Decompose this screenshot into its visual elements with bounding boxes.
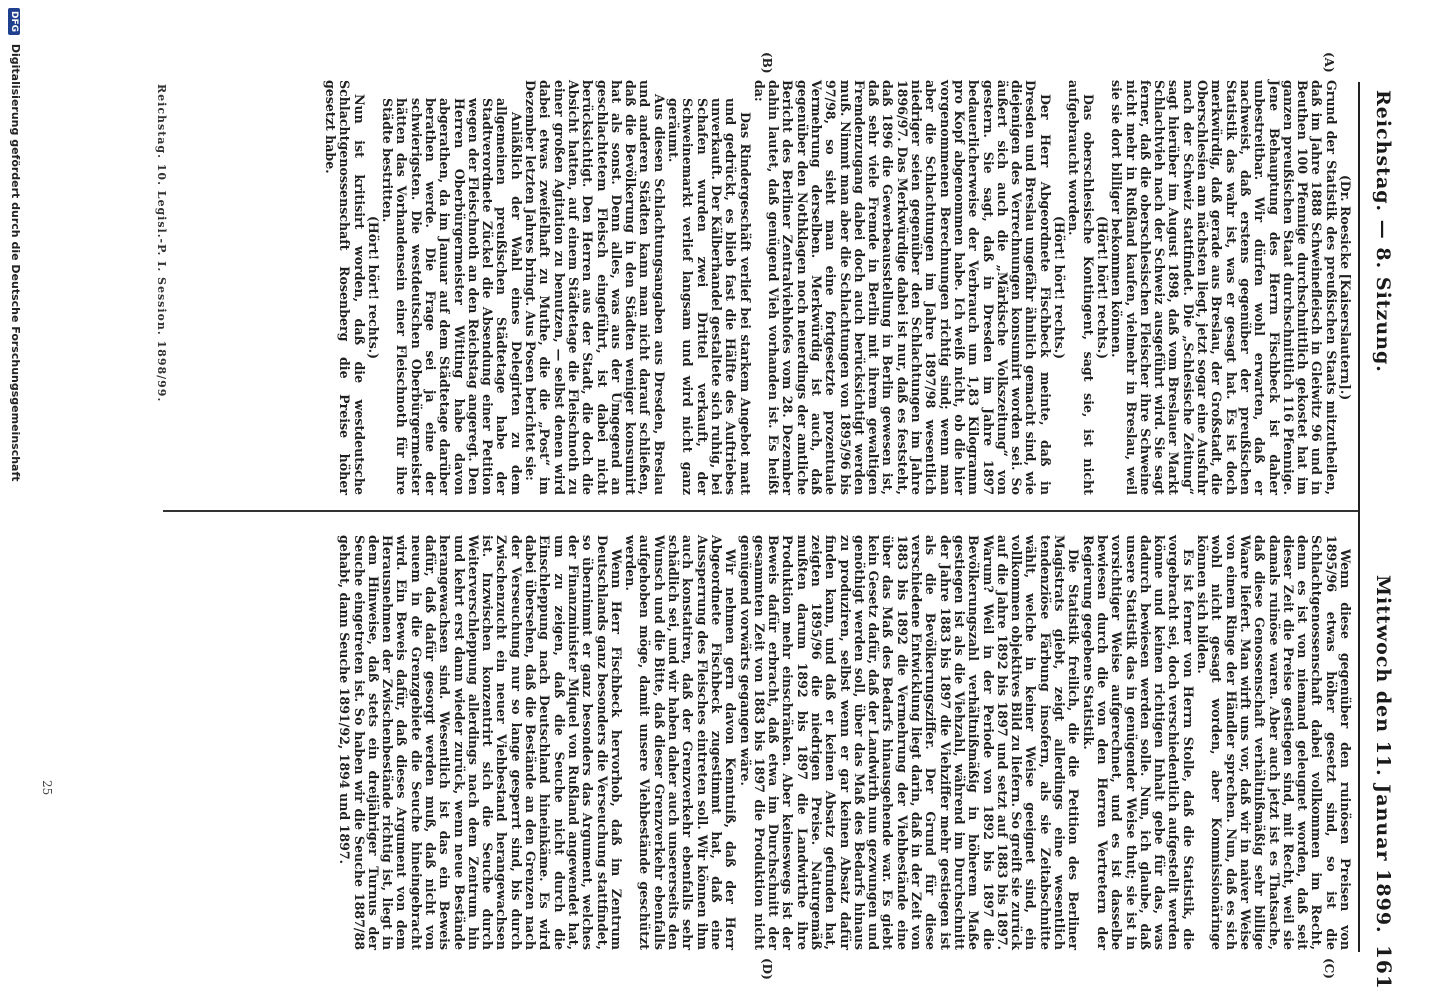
sheet-number: 25 [40,780,54,796]
paragraph: Grund der Statistik des preußischen Staats mitzutheilen, daß im Jahre 1888 Schweinefleisch in Gleiwitz 96 und in Beuthen 100 Pfennige durchschnittlich gekostet hat im ganzen preußischen Staat durchschnittlich 116 Pfennige. Jene Behauptung des Herrn Fischbeck ist daher unbestreitbar. Wir dürfen wohl erwarten, daß er nachweist, daß erstens gegenüber der preußischen Statistik das wahr ist, was er gesagt hat. Es ist doch merkwürdig, daß gerade aus Breslau, der Großstadt, die Oberschlesien am nächsten liegt, jetzt sogar eine Ausfuhr nach der Schweiz stattfindet. Die „Schlesische Zeitung“ sagt hierüber im August 1898, daß vom Breslauer Markt Schlachtvieh nach der Schweiz ausgeführt wird. Sie sagt ferner, daß die oberschlesischen Fleischer ihre Schweine nicht mehr in Rußland kaufen, vielmehr in Breslau, weil sie sie dort billiger bekommen können. [1109,80,1339,495]
speaker-line: (Dr. Roesicke [Kaiserslautern].) [1338,174,1353,401]
paragraph: Wenn Herr Fischbeck hervorhob, daß im Zentrum Deutschlands ganz besonders die Verseuchung stattfindet, so übernimmt er ganz besonders das Argument, welches der Finanzminister Miquel von Rußland angewendet hat, um zu zeigen, daß die Seuche nicht durch die Einschleppung nach Deutschland hineinkäme. Es wird dabei übersehen, daß die Bestände an den Grenzen nach der Verseuchung nur so lange gesperrt sind, bis durch Zwischenzucht ein neuer Viehbestand herangewachsen ist. Inzwischen konzentrirt sich die Seuche durch Weiterverschleppung allerdings nach dem Zentrum hin und kehrt erst dann wieder zurück, wenn neue Bestände herangewachsen sind. Wesentlich ist das ein Beweis dafür, daß dafür gesorgt werden muß, daß nicht von neuem in die Grenzgebiete die Seuche hineingebracht wird. Ein Beweis dafür, daß dieses Argument von dem Herausnehmen der Zwischenbestände richtig ist, liegt in dem Hinweise, daß stets ein dreijähriger Turnus der Seuche eingetreten ist. So haben wir die Seuche 1887/88 gehabt, dann Seuche 1891/92, 1894 und 1897. [337,535,624,950]
interjection: (Hört! hört! rechts.) [365,215,381,360]
margin-mark-d: (D) [760,958,774,980]
journal-footer: Reichstag. 10. Legisl.-P. I. Session. 1898/99. [155,84,168,403]
paragraph: Es ist ferner von Herrn Stolle, daß die Statistik, die vorgebracht sei, doch verschiedentlich aufgestellt werden könne und keinen richtigen Inhalt gebe für das, was dadurch bewiesen werden solle. Nun, ich glaube, daß unsere Statistik das in genügender Weise thut; sie ist in vorsichtiger Weise aufgerechnet, und es ist dasselbe bewiesen durch die von den Herren Vertretern der Regierung gegebene Statistik. [1080,535,1196,950]
dfg-logo: DFG [8,8,20,35]
margin-mark-a: (A) [1322,52,1336,73]
left-column [323,80,1352,495]
quotation: Das Rindergeschäft verlief bei starkem Angebot matt und gedrückt, es blieb fast die Hälfte des Auftriebes unverkauft. Der Kälberhandel gestaltete sich ruhig, bei Schafen wurden zwei Drittel verkauft, der Schweinemarkt verlief langsam und wird nicht ganz geräumt. [666,98,753,495]
page-number: 161 [1372,945,1396,990]
paragraph: Wenn diese gegenüber den ruinösen Preisen von 1895/96 etwas höher gesetzt sind, so ist die Schlachtgenossenschaft dabei vollkommen im Recht, denn es ist von niemand geleugnet worden, daß seit dieser Zeit die Preise gestiegen sind, mit Recht, weil sie damals ruinöse waren. Aber auch jetzt ist es Thatsache, daß diese Genossenschaft verhältnißmäßig sehr billige Waare liefert. Man wirft uns vor, daß wir in naiver Weise von einem Ringe der Händler sprechen. Nun, daß es sich wohl nicht gesagt worden, aber Kommissionäringe können sich bilden. [1195,535,1353,950]
interjection: (Hört! hört! rechts.) [1052,215,1068,360]
paragraph: Nun ist kritisirt worden, daß die westdeutsche Schlachtgenossenschaft Rosenberg die Preise höher gesetzt habe. [322,80,367,495]
header-right: Mittwoch den 11. Januar 1899. [1372,575,1394,934]
paragraph: Aus diesen Schlachtungsangaben aus Dresden, Breslau und anderen Städten kann man nicht darauf schließen, daß die Bevölkerung in den Städten weniger konsumirt hat als sonst. Denn alles, was aus der Umgegend an geschlachtetem Fleisch eingeführt, ist dabei nicht berücksichtigt. Den Herren aus der Stadt, die doch die Absicht hatten, auf einem Städtetage die Fleischnoth zu einer großen Agitation zu benutzen, — selbst denen wird dabei etwas zweifelhaft zu Muthe, die die „Post“ im Dezember letzten Jahres bringt. Aus Posen berichtet sie: [523,80,667,495]
page-header [1360,20,1400,990]
paragraph: Die Statistik freilich, die die Petition des Berliner Magistrats giebt, zeigt allerdings eine wesentlich tendenziöse Färbung insofern, als sie Zeitabschnitte wählt, welche in keiner Weise geeignet sind, ein vollkommen objektives Bild zu liefern. So greift sie zurück auf die Jahre 1892 bis 1897 und setzt auf 1883 bis 1897. Warum? Weil in der Periode von 1892 bis 1897 die Bevölkerungszahl verhältnißmäßig in höherem Maße gestiegen ist als die Viehzahl, während im Durchschnitt der Jahre 1883 bis 1897 die Viehziffer mehr gestiegen ist als die Bevölkerungsziffer. Der Grund für diese verschiedene Entwicklung liegt darin, daß in der Zeit von 1883 bis 1892 die Vermehrung der Viehbestände eine über das Maß des Bedarfs hinausgehende war. Es giebt kein Gesetz dafür, daß der Landwirth nun gezwungen und genöthigt werden soll, über das Maß des Bedarfs hinaus zu produziren, selbst wenn er gar keinen Absatz dafür finden kann, und daß er keinen Absatz gefunden hat, zeigten 1895/96 die niedrigen Preise. Naturgemäß mußten darum 1892 bis 1897 die Landwirthe ihre Produktion mehr einschränken. Aber keineswegs ist der Beweis dafür erbracht, daß etwa im Durchschnitt der gesammten Zeit von 1883 bis 1897 die Produktion nicht genügend vorwärts gegangen wäre. [737,535,1082,950]
paragraph: Der Herr Abgeordnete Fischbeck meinte, daß in Dresden und Breslau ungefähr ähnlich gemacht sind, wie diejenigen des Verrechnungen konsumirt worden sei. So äußert sich auch die „Märkische Volkszeitung“ von gestern. Sie sagt, daß in Dresden im Jahre 1897 bedauerlicherweise der Verbrauch um 1,83 Kilogramm pro Kopf abgenommen habe. Ich weiß nicht, ob die hier vorgenommenen Berechnungen richtig sind; wenn man aber die Schlachtungen im Jahre 1897/98 wesentlich niedriger seien gegenüber den Schlachtungen im Jahre 1896/97. Das Merkwürdige dabei ist nur, daß es feststeht, daß 1896 die Gewerbeausstellung in Berlin gewesen ist, daß sehr viele Fremde in Berlin mit ihrem gewaltigen Fremdenzugang dabei doch auch berücksichtigt werden muß. Nimmt man aber die Schlachtungen von 1895/96 bis 97/98, so sieht man eine fortgesetzte prozentuale Vermehrung derselben. Merkwürdig ist auch, daß gegenüber den Nothklagen noch neuerdings der amtliche Bericht des Berliner Zentralviehhofes vom 28. Dezember dahin lautet, daß genügend Vieh vorhanden ist. Es heißt da: [751,80,1053,495]
interjection: (Hört! hört! rechts.) [1094,215,1110,360]
header-rule [1358,82,1360,952]
margin-mark-c: (C) [1322,958,1336,979]
paragraph: Wir nehmen gern davon Kenntniß, daß der Herr Abgeordnete Fischbeck zugestimmt hat, daß eine Aussperrung des Fleisches eintreten soll. Wir können ihm auch konstatiren, daß der Grenzverkehr ebenfalls sehr schädlich sei, und wir haben daher auch unsererseits den Wunsch und die Bitte, daß dieser Grenzverkehr ebenfalls aufgehoben möge, damit unsere Viehbestände geschützt werden. [623,535,739,950]
quotation: Anläßlich der Wahl eines Delegirten zu dem allgemeinen preußischen Städtetage habe der Stadtverordnete Zückel die Absendung einer Petition wegen der Fleischnoth an den Reichstag angeregt. Den Herren Oberbürgermeister Witting habe davon abgerathen, da im Januar auf dem Städtetage darüber berathen werde. Die Frage sei ja eine der schwierigsten. Die westdeutschen Oberbürgermeister hätten das Vorhandensein einer Fleischnoth für ihre Städte bestritten. [380,98,524,495]
digitization-text: Digitalisierung gefördert durch die Deutsche Forschungsgemeinschaft [9,43,22,482]
column-divider [163,510,1358,512]
margin-mark-b: (B) [760,52,774,74]
right-column [337,535,1352,950]
digitization-notice [8,0,22,1008]
header-left: Reichstag. — 8. Sitzung. [1372,90,1394,373]
paragraph: Das oberschlesische Kontingent, sagt sie, ist nicht aufgebraucht worden. [1066,80,1096,495]
